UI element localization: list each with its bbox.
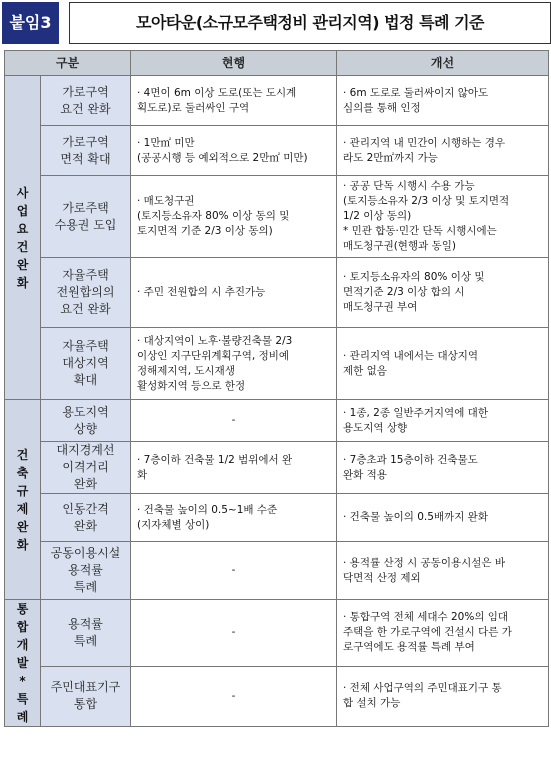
improve-cell: [337, 494, 549, 542]
table-body: [5, 76, 549, 727]
current-text-line: · 4면이 6m 이상 도로(또는 도시계: [137, 86, 297, 99]
current-cell: [131, 494, 337, 542]
improve-text-line: 매도청구권 부여: [343, 301, 418, 313]
improve-cell: [337, 600, 549, 667]
improve-text-line: 1/2 이상 동의): [343, 210, 412, 222]
current-text-line: 획도로)로 둘러싸인 구역: [137, 101, 250, 114]
table-row: [5, 542, 549, 600]
current-text-line: 화: [137, 468, 148, 481]
improve-text-line: 완화 적용: [343, 468, 387, 481]
subcategory-line: 자율주택: [62, 339, 109, 353]
improve-text-line: · 1종, 2종 일반주거지역에 대한: [343, 406, 488, 419]
improve-text-line: · 공공 단독 시행시 수용 가능: [343, 180, 475, 192]
improve-text-line: (토지등소유자 2/3 이상 및 토지면적: [343, 195, 510, 207]
subcategory-cell: [41, 126, 131, 176]
current-cell: [131, 76, 337, 126]
subcategory-cell: [41, 600, 131, 667]
current-cell: [131, 442, 337, 494]
current-cell: [131, 126, 337, 176]
improve-text-line: · 7층초과 15층이하 건축물도: [343, 453, 478, 466]
current-cell: [131, 666, 337, 726]
subcategory-line: 면적 확대: [60, 151, 111, 166]
subcategory-cell: [41, 328, 131, 400]
table-row: [5, 442, 549, 494]
subcategory-line: 자율주택: [62, 268, 109, 282]
improve-text-line: 주택을 한 가로구역에 건설시 다른 가: [343, 626, 512, 639]
subcategory-line: 상향: [73, 421, 98, 436]
subcategory-line: 가로구역: [62, 84, 109, 99]
category-cell: [5, 600, 41, 727]
current-cell: [131, 400, 337, 442]
subcategory-cell: [41, 400, 131, 442]
current-cell: [131, 600, 337, 667]
subcategory-cell: [41, 542, 131, 600]
current-cell: [131, 542, 337, 600]
improve-text-line: · 전체 사업구역의 주민대표기구 통: [343, 682, 502, 695]
current-cell: [131, 176, 337, 258]
category-label: 건축규제완화: [16, 447, 29, 552]
current-text-line: 이상인 지구단위계획구역, 정비예: [137, 349, 290, 362]
improve-text-line: 매도청구권(현행과 동일): [343, 240, 456, 252]
improve-text-line: 용도지역 상향: [343, 421, 408, 434]
current-cell: [131, 258, 337, 328]
current-text-line: · 주민 전원합의 시 추진가능: [137, 286, 266, 298]
current-cell: [131, 328, 337, 400]
improve-cell: [337, 176, 549, 258]
subcategory-cell: [41, 76, 131, 126]
subcategory-line: 대상지역: [62, 356, 109, 370]
table-header-row: [5, 51, 549, 76]
category-label: 통합개발*특례: [16, 602, 29, 724]
current-text-line: · 대상지역이 노후·불량건축물 2/3: [137, 334, 293, 347]
subcategory-line: 특례: [73, 580, 98, 594]
header-improve: 개선: [337, 51, 549, 76]
document-header: [2, 2, 549, 44]
improve-text-line: 심의를 통해 인정: [343, 101, 421, 114]
table-row: [5, 600, 549, 667]
table-row: [5, 258, 549, 328]
improve-text-line: · 관리지역 내에서는 대상지역: [343, 349, 479, 362]
subcategory-line: 가로주택: [62, 200, 109, 215]
subcategory-line: 통합: [73, 697, 98, 712]
current-text-line: · 건축물 높이의 0.5~1배 수준: [137, 503, 278, 516]
improve-text-line: 제한 없음: [343, 364, 387, 377]
improve-cell: [337, 400, 549, 442]
current-text-line: -: [231, 414, 236, 426]
improve-text-line: · 토지등소유자의 80% 이상 및: [343, 271, 485, 283]
improve-cell: [337, 666, 549, 726]
improve-text-line: · 관리지역 내 민간이 시행하는 경우: [343, 136, 506, 149]
document-title: 모아타운(소규모주택정비 관리지역) 법정 특례 기준: [69, 2, 551, 44]
subcategory-line: 인동간격: [62, 501, 109, 516]
subcategory-line: 공동이용시설: [50, 546, 121, 560]
appendix-tag: 붙임3: [2, 2, 59, 44]
table-row: [5, 400, 549, 442]
current-text-line: -: [231, 564, 236, 576]
subcategory-line: 용적률: [68, 616, 103, 631]
improve-text-line: · 건축물 높이의 0.5배까지 완화: [343, 511, 488, 523]
improve-cell: [337, 328, 549, 400]
current-text-line: 정해제지역, 도시재생: [137, 364, 235, 377]
header-current: 현행: [131, 51, 337, 76]
table-row: [5, 494, 549, 542]
subcategory-line: 확대: [73, 373, 98, 387]
subcategory-cell: [41, 258, 131, 328]
subcategory-cell: [41, 176, 131, 258]
subcategory-line: 주민대표기구: [50, 680, 121, 695]
improve-text-line: 라도 2만㎡까지 가능: [343, 151, 438, 164]
improve-text-line: 합 설치 가능: [343, 697, 401, 710]
subcategory-line: 대지경계선: [56, 443, 115, 457]
current-text-line: · 매도청구권: [137, 195, 195, 207]
subcategory-cell: [41, 442, 131, 494]
improve-cell: [337, 542, 549, 600]
improve-text-line: * 민관 합동·민간 단독 시행시에는: [343, 225, 497, 237]
improve-text-line: · 6m 도로로 둘러싸이지 않아도: [343, 86, 489, 99]
current-text-line: 토지면적 기준 2/3 이상 동의): [137, 225, 273, 237]
special-rules-table: [4, 50, 549, 727]
table-row: [5, 666, 549, 726]
table-row: [5, 126, 549, 176]
table-row: [5, 328, 549, 400]
improve-cell: [337, 442, 549, 494]
subcategory-line: 가로구역: [62, 134, 109, 149]
current-text-line: · 1만㎡ 미만: [137, 136, 195, 149]
header-category: 구분: [5, 51, 131, 76]
improve-cell: [337, 126, 549, 176]
current-text-line: (토지등소유자 80% 이상 동의 및: [137, 210, 290, 222]
category-label: 사업요건완화: [16, 185, 29, 290]
current-text-line: 활성화지역 등으로 한정: [137, 379, 246, 392]
subcategory-line: 완화: [73, 477, 98, 491]
improve-cell: [337, 76, 549, 126]
subcategory-line: 용도지역: [62, 404, 109, 419]
improve-text-line: · 통합구역 전체 세대수 20%의 임대: [343, 611, 509, 624]
improve-cell: [337, 258, 549, 328]
table-row: [5, 76, 549, 126]
table-row: [5, 176, 549, 258]
category-cell: [5, 400, 41, 600]
improve-text-line: 닥면적 산정 제외: [343, 571, 421, 584]
subcategory-line: 수용권 도입: [54, 217, 117, 232]
current-text-line: (공공시행 등 예외적으로 2만㎡ 미만): [137, 151, 308, 164]
improve-text-line: 면적기준 2/3 이상 합의 시: [343, 286, 465, 298]
improve-text-line: 로구역에도 용적률 특례 부여: [343, 641, 475, 654]
subcategory-line: 완화: [73, 518, 98, 533]
category-cell: [5, 76, 41, 400]
current-text-line: -: [231, 689, 236, 702]
subcategory-cell: [41, 494, 131, 542]
current-text-line: -: [231, 626, 236, 639]
subcategory-cell: [41, 666, 131, 726]
current-text-line: · 7층이하 건축물 1/2 범위에서 완: [137, 453, 293, 466]
subcategory-line: 요건 완화: [60, 302, 111, 316]
current-text-line: (지자체별 상이): [137, 518, 210, 531]
subcategory-line: 이격거리: [62, 460, 109, 474]
subcategory-line: 용적률: [68, 563, 103, 577]
improve-text-line: · 용적률 산정 시 공동이용시설은 바: [343, 556, 506, 569]
subcategory-line: 특례: [73, 633, 98, 648]
subcategory-line: 요건 완화: [60, 101, 111, 116]
subcategory-line: 전원합의의: [56, 285, 115, 299]
